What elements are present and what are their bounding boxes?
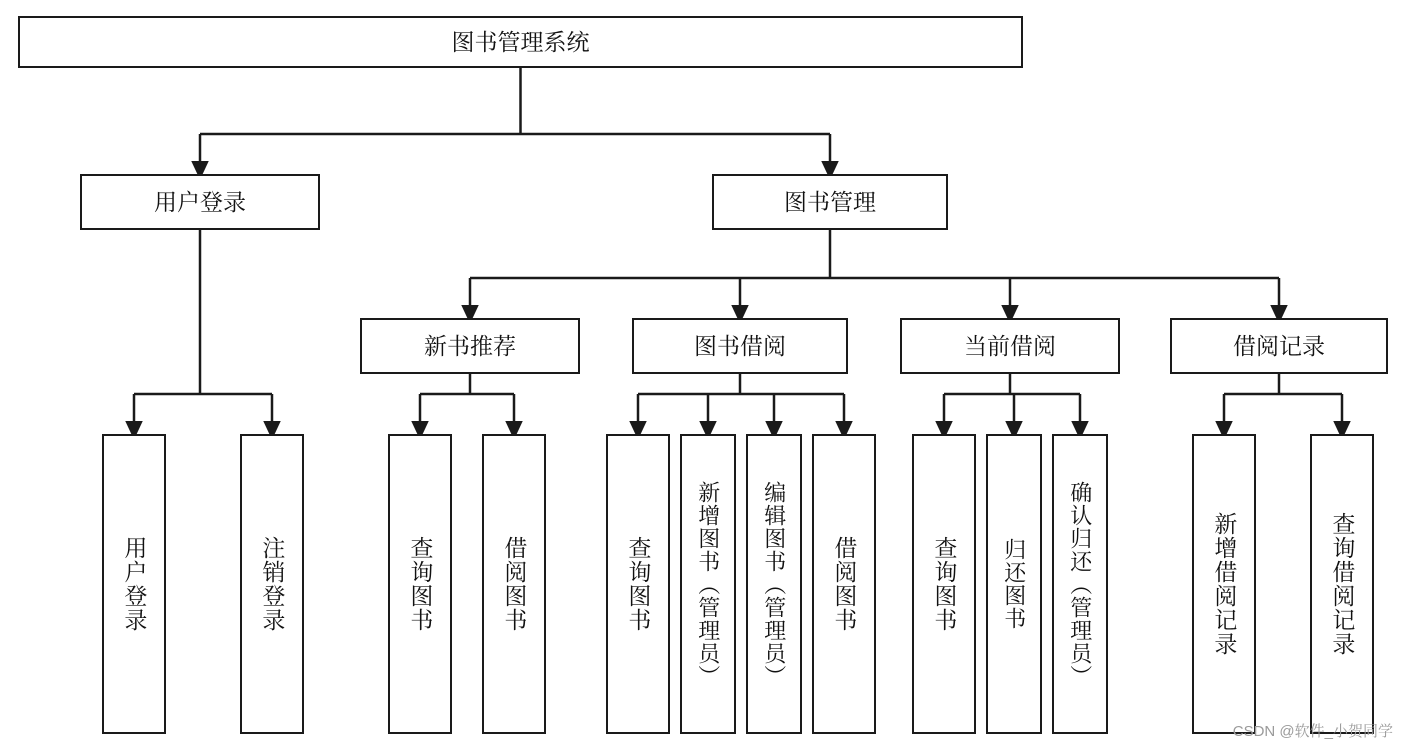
node-record (1170, 318, 1388, 374)
node-label: 借阅图书 (831, 536, 858, 632)
node-addrec (1192, 434, 1256, 734)
node-borrow (632, 318, 848, 374)
node-label: 图书管理 (784, 188, 876, 215)
node-label: 查询借阅记录 (1329, 512, 1356, 656)
node-qrec (1310, 434, 1374, 734)
node-return (986, 434, 1042, 734)
watermark-text: CSDN @软件_小贺同学 (1232, 723, 1393, 740)
node-b2 (812, 434, 876, 734)
node-label: 确认归还（管理员） (1067, 480, 1093, 688)
node-userlogin (102, 434, 166, 734)
node-label: 图书管理系统 (451, 28, 590, 55)
node-current (900, 318, 1120, 374)
node-label: 借阅图书 (501, 536, 528, 632)
node-label: 查询图书 (407, 536, 434, 632)
node-editbook (746, 434, 802, 734)
node-q3 (912, 434, 976, 734)
node-label: 新增图书（管理员） (695, 480, 721, 688)
node-label: 查询图书 (625, 536, 652, 632)
node-label: 注销登录 (259, 536, 286, 632)
node-confirm (1052, 434, 1108, 734)
node-login (80, 174, 320, 230)
node-q2 (606, 434, 670, 734)
node-q1 (388, 434, 452, 734)
node-label: 借阅记录 (1233, 332, 1325, 359)
node-newbook (360, 318, 580, 374)
node-label: 查询图书 (931, 536, 958, 632)
node-label: 图书借阅 (694, 332, 786, 359)
node-b1 (482, 434, 546, 734)
node-label: 当前借阅 (964, 332, 1056, 359)
node-logout (240, 434, 304, 734)
node-label: 用户登录 (121, 536, 148, 632)
node-root (18, 16, 1023, 68)
node-label: 用户登录 (154, 188, 246, 215)
node-label: 编辑图书（管理员） (761, 480, 787, 688)
node-label: 新增借阅记录 (1211, 512, 1238, 656)
node-label: 新书推荐 (424, 332, 516, 359)
node-bookmgmt (712, 174, 948, 230)
node-addbook (680, 434, 736, 734)
node-label: 归还图书 (1001, 538, 1027, 630)
